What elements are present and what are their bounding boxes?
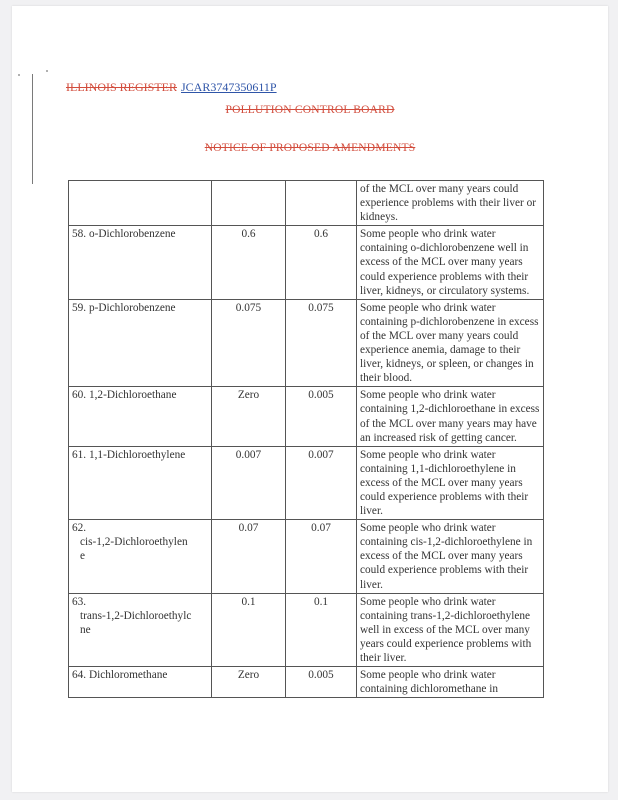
mclg-cell	[212, 181, 286, 226]
health-effects-cell: Some people who drink water containing cis-1,2-dichloroethylene in excess of the MCL over many years could experience problems with their liver.	[357, 520, 544, 593]
notice-title: NOTICE OF PROPOSED AMENDMENTS	[204, 142, 416, 154]
mcl-cell	[286, 181, 357, 226]
contaminant-name: 61. 1,1-Dichloroethylene	[72, 448, 186, 461]
mcl-cell: 0.1	[286, 593, 357, 666]
document-page	[12, 6, 608, 792]
contaminant-cell	[69, 226, 212, 299]
table-row	[69, 446, 544, 519]
contaminant-cell	[69, 520, 212, 593]
contaminant-name: trans-1,2-Dichloroethylc	[80, 609, 192, 622]
scan-speck	[46, 70, 48, 72]
register-title: ILLINOIS REGISTER	[66, 80, 177, 94]
table-row	[69, 593, 544, 666]
contaminant-name: ne	[80, 623, 91, 636]
health-effects-cell: Some people who drink water containing 1,2-dichloroethane in excess of the MCL over many years may have an increased risk of getting cancer.	[357, 387, 544, 446]
contaminant-cell	[69, 299, 212, 387]
register-header	[66, 80, 277, 95]
margin-rule	[32, 74, 33, 184]
contaminant-cell	[69, 181, 212, 226]
contaminant-cell	[69, 667, 212, 698]
contaminant-name: 64. Dichloromethane	[72, 669, 168, 682]
table-row	[69, 520, 544, 593]
health-effects-cell: Some people who drink water containing 1,1-dichloroethylene in excess of the MCL over many years could experience problems with their liver.	[357, 446, 544, 519]
contaminant-name: 60. 1,2-Dichloroethane	[72, 389, 177, 402]
contaminant-cell	[69, 593, 212, 666]
contaminant-name: 58. o-Dichlorobenzene	[72, 228, 176, 241]
jcar-code: JCAR3747350611P	[181, 80, 277, 94]
table-row	[69, 299, 544, 387]
board-title: POLLUTION CONTROL BOARD	[225, 104, 395, 116]
scan-speck	[18, 74, 20, 76]
table-row	[69, 387, 544, 446]
contaminant-cell	[69, 446, 212, 519]
mcl-cell: 0.005	[286, 387, 357, 446]
health-effects-cell: Some people who drink water containing trans-1,2-dichloroethylene well in excess of the MCL over many years could experience problems with their liver.	[357, 593, 544, 666]
contaminant-name: 63.	[72, 595, 87, 608]
mcl-cell: 0.075	[286, 299, 357, 387]
mclg-cell: 0.075	[212, 299, 286, 387]
table-row	[69, 226, 544, 299]
mclg-cell: 0.6	[212, 226, 286, 299]
health-effects-cell: Some people who drink water containing o-dichlorobenzene well in excess of the MCL over many years could experience problems with their liver, kidneys, or circulatory systems.	[357, 226, 544, 299]
mcl-cell: 0.07	[286, 520, 357, 593]
mclg-cell: 0.007	[212, 446, 286, 519]
health-effects-cell: Some people who drink water containing p-dichlorobenzene in excess of the MCL over many years could experience anemia, damage to their liver, kidneys, or spleen, or changes in their blood.	[357, 299, 544, 387]
contaminant-name: 62.	[72, 522, 87, 535]
contaminant-name: 59. p-Dichlorobenzene	[72, 301, 176, 314]
mcl-cell: 0.007	[286, 446, 357, 519]
mclg-cell: Zero	[212, 667, 286, 698]
mclg-cell: 0.1	[212, 593, 286, 666]
table-row	[69, 667, 544, 698]
contaminant-name: cis-1,2-Dichloroethylen	[80, 536, 188, 549]
table-row	[69, 181, 544, 226]
health-effects-cell: of the MCL over many years could experience problems with their liver or kidneys.	[357, 181, 544, 226]
contaminant-cell	[69, 387, 212, 446]
mclg-cell: 0.07	[212, 520, 286, 593]
contaminant-table	[68, 180, 544, 698]
health-effects-cell: Some people who drink water containing dichloromethane in	[357, 667, 544, 698]
mcl-cell: 0.6	[286, 226, 357, 299]
mclg-cell: Zero	[212, 387, 286, 446]
mcl-cell: 0.005	[286, 667, 357, 698]
contaminant-name: e	[80, 550, 86, 563]
